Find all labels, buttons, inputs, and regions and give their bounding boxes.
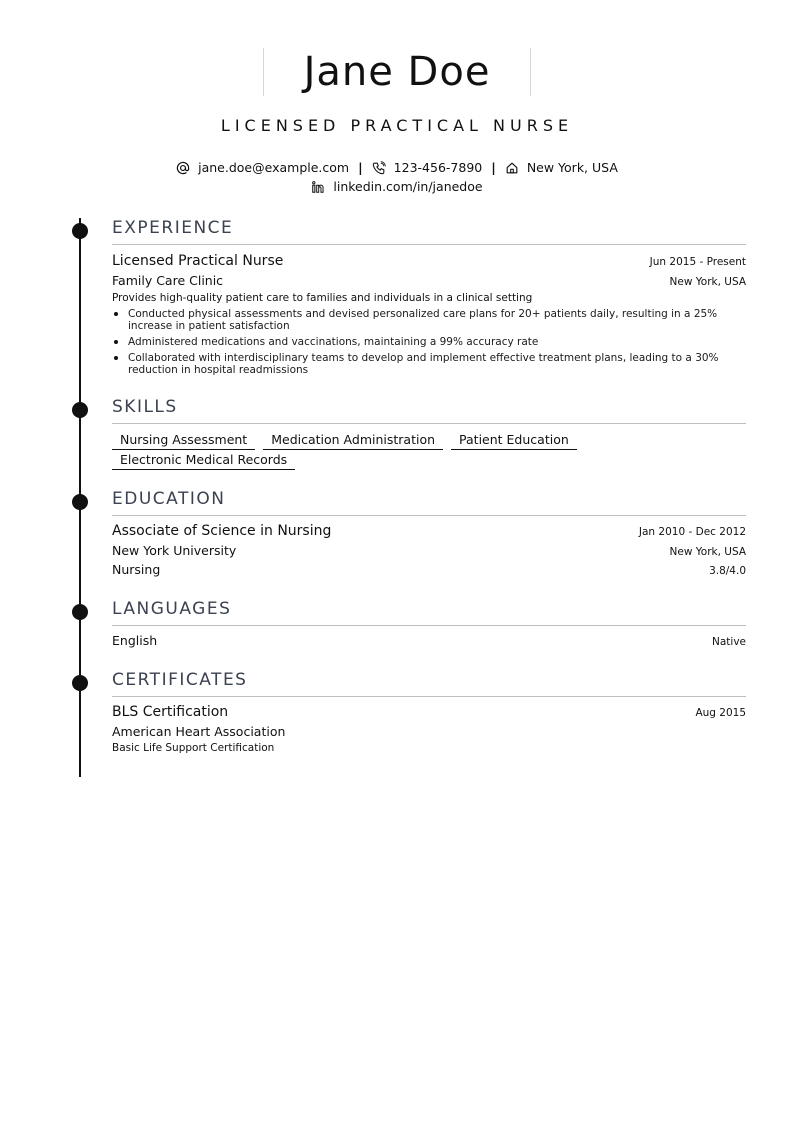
contact-row [0,161,794,175]
list-item: Conducted physical assessments and devised personalized care plans for 20+ patients daily, resulting in a 25% increase in patient satisfaction [112,308,746,332]
timeline-dot [72,402,88,418]
gpa: 3.8/4.0 [709,565,746,577]
timeline-dot [72,223,88,239]
contact-location [505,161,618,175]
certificate-issuer: American Heart Association [112,724,286,739]
section-title: LANGUAGES [112,600,746,626]
timeline-dot [72,604,88,620]
language-name: English [112,633,158,648]
job-role: Licensed Practical Nurse [112,253,284,269]
candidate-title: LICENSED PRACTICAL NURSE [220,116,574,135]
timeline-dot [72,494,88,510]
skill-tag: Patient Education [451,432,577,450]
contact-separator: | [358,159,363,175]
skills-section [112,398,746,472]
experience-entry [112,253,746,376]
certificates-section [112,671,746,754]
phone-icon [372,161,386,175]
linkedin-icon [311,180,325,194]
name-block [263,48,531,96]
skill-tag: Nursing Assessment [112,432,255,450]
list-item: Collaborated with interdisciplinary teams to develop and implement effective treatment plans, leading to a 30% reduction in hospital readmissions [112,352,746,376]
school-location: New York, USA [669,546,746,558]
phone-text: 123-456-7890 [393,159,483,175]
location-text: New York, USA [526,159,618,175]
contact-row-secondary [0,180,794,194]
at-icon [176,161,190,175]
job-organization: Family Care Clinic [112,273,224,288]
contact-phone[interactable] [372,161,483,175]
skill-tag: Electronic Medical Records [112,452,295,470]
contact-linkedin[interactable] [311,180,482,194]
languages-section [112,600,746,651]
skills-list [112,432,746,472]
experience-section [112,219,746,376]
list-item: Administered medications and vaccinations, maintaining a 99% accuracy rate [112,336,746,348]
home-icon [505,161,519,175]
job-summary: Provides high-quality patient care to families and individuals in a clinical setting [112,292,533,304]
language-level: Native [712,636,746,648]
timeline-dot [72,675,88,691]
candidate-name: Jane Doe [303,49,491,95]
certificate-name: BLS Certification [112,704,229,720]
school: New York University [112,543,237,558]
language-entry [112,633,746,651]
job-location: New York, USA [669,276,746,288]
section-title: SKILLS [112,398,746,424]
section-title: EXPERIENCE [112,219,746,245]
skill-tag: Medication Administration [263,432,443,450]
contact-email[interactable] [176,161,349,175]
section-title: EDUCATION [112,490,746,516]
contact-separator: | [491,159,496,175]
education-dates: Jan 2010 - Dec 2012 [638,526,746,538]
section-title: CERTIFICATES [112,671,746,697]
job-dates: Jun 2015 - Present [649,256,746,268]
certificate-description: Basic Life Support Certification [112,742,275,754]
education-section [112,490,746,580]
education-entry [112,523,746,580]
linkedin-text: linkedin.com/in/janedoe [333,178,483,194]
certificate-entry [112,704,746,754]
job-bullets [112,308,746,376]
field-of-study: Nursing [112,562,161,577]
certificate-date: Aug 2015 [695,707,746,719]
degree: Associate of Science in Nursing [112,523,332,539]
email-text: jane.doe@example.com [198,159,350,175]
